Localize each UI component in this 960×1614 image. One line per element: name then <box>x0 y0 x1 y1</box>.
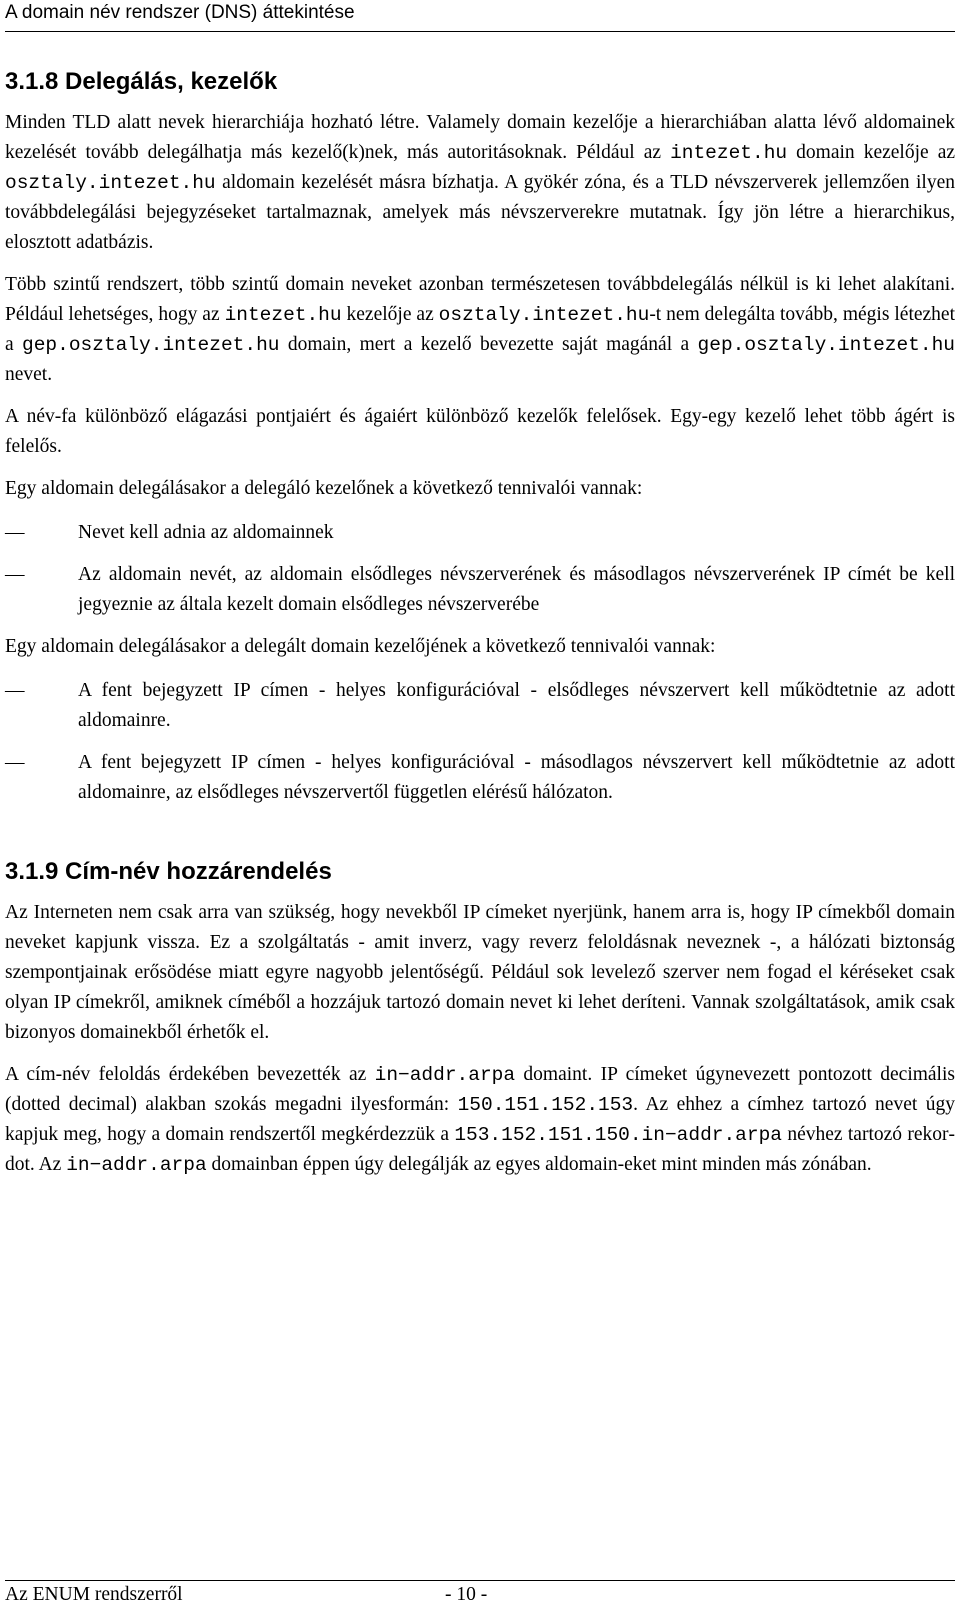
paragraph: A cím-név feloldás érdekében bevezették az in−addr.arpa domaint. IP címeket úgynevezett pontozott decimális (dotted decimal) alakban szokás megadni ilyesformán: 150.151.152.153. Az ehhez a címhez tartozó nevet úgy kapjuk meg, hogy a domain rendszertől megkérdezzük a 153.152.151.150.in−addr.arpa névhez tartozó rekordot. Az in−addr.arpa domainban éppen úgy delegálják az egyes aldomain-eket mint minden más zónában. <box>5 1064 955 1176</box>
dash-bullet: — <box>5 680 25 701</box>
code-domain: intezet.hu <box>224 304 342 326</box>
dash-bullet: — <box>5 522 25 543</box>
code-domain: intezet.hu <box>670 142 788 164</box>
footer-document-title: Az ENUM rendszerről <box>5 1584 183 1605</box>
delegatee-tasks-list <box>5 676 955 808</box>
document-body <box>5 66 955 1180</box>
code-domain: 153.152.151.150.in−addr.arpa <box>454 1124 782 1146</box>
paragraph: Egy aldomain delegálásakor a delegáló kezelőnek a következő tennivalói vannak: <box>5 478 643 499</box>
header-title: A domain név rendszer (DNS) áttekintése <box>5 2 355 23</box>
code-domain: osztaly.intezet.hu <box>438 304 650 326</box>
paragraph: Több szintű rendszert, több szintű domain neveket azonban természetesen továbbdelegálás nélkül is ki lehet alakítani. Például lehetséges, hogy az intezet.hu kezelője az osztaly.intezet.hu-t nem delegálta tovább, mégis létezhet a gep.osztaly.intezet.hu domain, mert a kezelő bevezette saját magánál a gep.osztaly.intezet.hu nevet. <box>5 274 956 385</box>
section-heading-reverse-mapping: 3.1.9 Cím-név hozzárendelés <box>5 858 332 885</box>
paragraph: Egy aldomain delegálásakor a delegált domain kezelőjének a következő tennivalói vannak: <box>5 636 716 657</box>
code-domain: in−addr.arpa <box>374 1064 516 1086</box>
page-number: - 10 - <box>445 1584 488 1605</box>
code-domain: gep.osztaly.intezet.hu <box>22 334 280 356</box>
delegator-tasks-list <box>5 518 955 620</box>
list-item: — A fent bejegyzett IP címen - helyes konfigurációval - elsődleges névszervert kell működtetnie az adott aldomainre. <box>5 676 955 736</box>
paragraph: Az Interneten nem csak arra van szükség, hogy nevekből IP címeket nyerjünk, hanem arra is, hogy IP címekből domain neveket kapjunk vissza. Ez a szolgáltatás - amit inverz, vagy reverz feloldásnak neveznek -, a hálózati biztonság szempontjainak erősödése miatt egyre nagyobb jelentőségű. Például sok levelező szerver nem fogad el kéréseket csak olyan IP címekről, amiknek címéből a hozzájuk tartozó domain nevet ki lehet deríteni. Vannak szolgáltatások, amik csak bizonyos domainekből érhetők el. <box>5 902 955 1043</box>
code-ip: 150.151.152.153 <box>457 1094 634 1116</box>
list-item: — Nevet kell adnia az aldomainnek <box>5 518 955 548</box>
dash-bullet: — <box>5 752 25 773</box>
paragraph: A név-fa különböző elágazási pontjaiért és ágaiért különböző kezelők felelősek. Egy-egy kezelő lehet több ágért is felelős. <box>5 406 955 457</box>
code-domain: in−addr.arpa <box>66 1154 207 1176</box>
list-item: — Az aldomain nevét, az aldomain elsődleges névszerverének és másodlagos névszerverének IP címét be kell jegyeznie az általa kezelt domain elsődleges névszerverébe <box>5 560 955 620</box>
dash-bullet: — <box>5 564 25 585</box>
paragraph: Minden TLD alatt nevek hierarchiája hozható létre. Valamely domain kezelője a hierarchiában alatta lévő aldomainek kezelését tovább delegálhatja más kezelő(k)nek, más autoritásoknak. Például az intezet.hu domain kezelője az osztaly.intezet.hu aldomain kezelését másra bízhatja. A gyökér zóna, és a TLD névszerverek jellemzően ilyen továbbdelegálási bejegyzéseket tartalmaznak, amelyek más névszerverekre mutatnak. Így jön létre a hierarchikus, elosztott adatbázis. <box>5 112 955 253</box>
list-item: — A fent bejegyzett IP címen - helyes konfigurációval - másodlagos névszervert kell működtetnie az adott aldomainre, az elsődleges névszervertől független elérésű hálózaton. <box>5 748 955 808</box>
section-heading-delegation: 3.1.8 Delegálás, kezelők <box>5 68 278 95</box>
page-header <box>5 0 955 32</box>
code-domain: gep.osztaly.intezet.hu <box>697 334 955 356</box>
code-domain: osztaly.intezet.hu <box>5 172 216 194</box>
page-footer <box>5 1580 955 1614</box>
